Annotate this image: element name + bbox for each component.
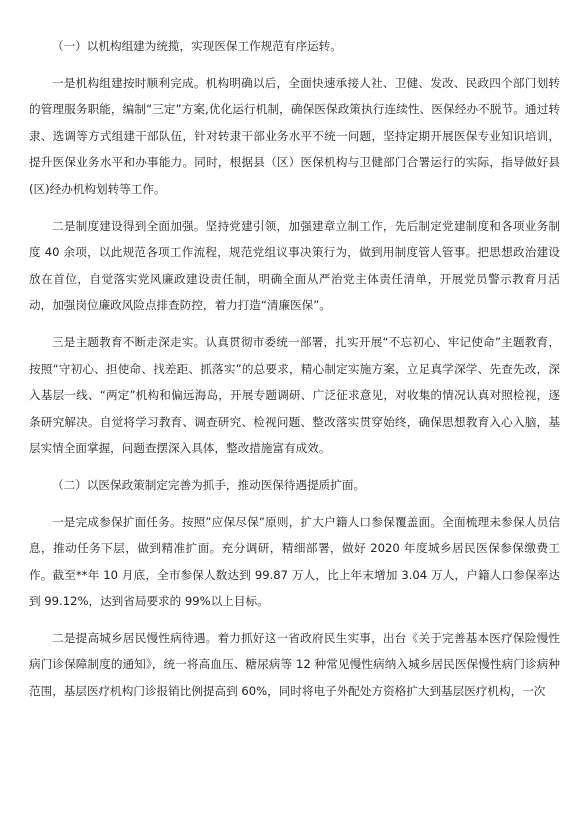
paragraph-gap — [29, 615, 560, 625]
paragraph-gap — [29, 319, 560, 329]
paragraph-gap — [29, 203, 560, 213]
body-paragraph-4: 一是完成参保扩面任务。按照”应保尽保”原则，扩大户籍人口参保覆盖面。全面梳理未参保人员信息，推动任务下层，做到精准扩面。充分调研，精细部署，做好 2020 年度城乡居民医保参保缴费工作。截至**年 10 月底，全市参保人数达到 99.87 万人，比上年末增加 3.04 万人，户籍人口参保率达到 99.12%，达到省局要求的 99%以上目标。 — [29, 514, 560, 609]
section-heading-2: （二）以医保政策制定完善为抓手，推动医保待遇提质扩面。 — [52, 477, 366, 492]
body-paragraph-1: 一是机构组建按时顺利完成。机构明确以后，全面快速承接人社、卫健、发改、民政四个部门划转的管理服务职能，编制“三定”方案,优化运行机制，确保医保政策执行连续性、医保经办不脱节。通过转隶、选调等方式组建干部队伍，针对转隶干部业务水平不统一问题，坚持定期开展医保专业知识培训，提升医保业务水平和办事能力。同时，根据县（区）医保机构与卫健部门合署运行的实际，指导做好县(区)经办机构划转等工作。 — [29, 75, 560, 196]
body-paragraph-3: 三是主题教育不断走深走实。认真贯彻市委统一部署，扎实开展“不忘初心、牢记使命”主题教育，按照“守初心、担使命、找差距、抓落实”的总要求，精心制定实施方案，立足真学深学、先查先改，深入基层一线、“两定”机构和偏远海岛，开展专题调研、广泛征求意见，对收集的情况认真对照检视，逐条研究解决。自觉将学习教育、调查研究、检视问题、整改落实贯穿始终，确保思想教育入心入脑，基层实情全面掌握，问题查摆深入具体，整改措施富有成效。 — [29, 334, 560, 456]
body-paragraph-2: 二是制度建设得到全面加强。坚持党建引领，加强建章立制工作，先后制定党建制度和各项业务制度 40 余项，以此规范各项工作流程，规范党组议事决策行为，做到用制度管人管事。把思想政治建设放在首位，自觉落实党风廉政建设责任制，明确全面从严治党主体责任清单，开展党员警示教育月活动，加强岗位廉政风险点排查防控，着力打造“清廉医保”。 — [29, 218, 560, 313]
section-heading-1: （一）以机构组建为统揽，实现医保工作规范有序运转。 — [52, 39, 342, 53]
paragraph-gap — [29, 462, 560, 472]
paragraph-gap — [29, 499, 560, 509]
body-paragraph-5: 二是提高城乡居民慢性病待遇。着力抓好这一省政府民生实事，出台《关于完善基本医疗保险慢性病门诊保障制度的通知》，统一将高血压、糖尿病等 12 种常见慢性病纳入城乡居民医保慢性病门诊病种范围，基层医疗机构门诊报销比例提高到 60%，同时将电子外配处方资格扩大到基层医疗机构，一次 — [29, 630, 560, 699]
paragraph-gap — [29, 60, 560, 70]
